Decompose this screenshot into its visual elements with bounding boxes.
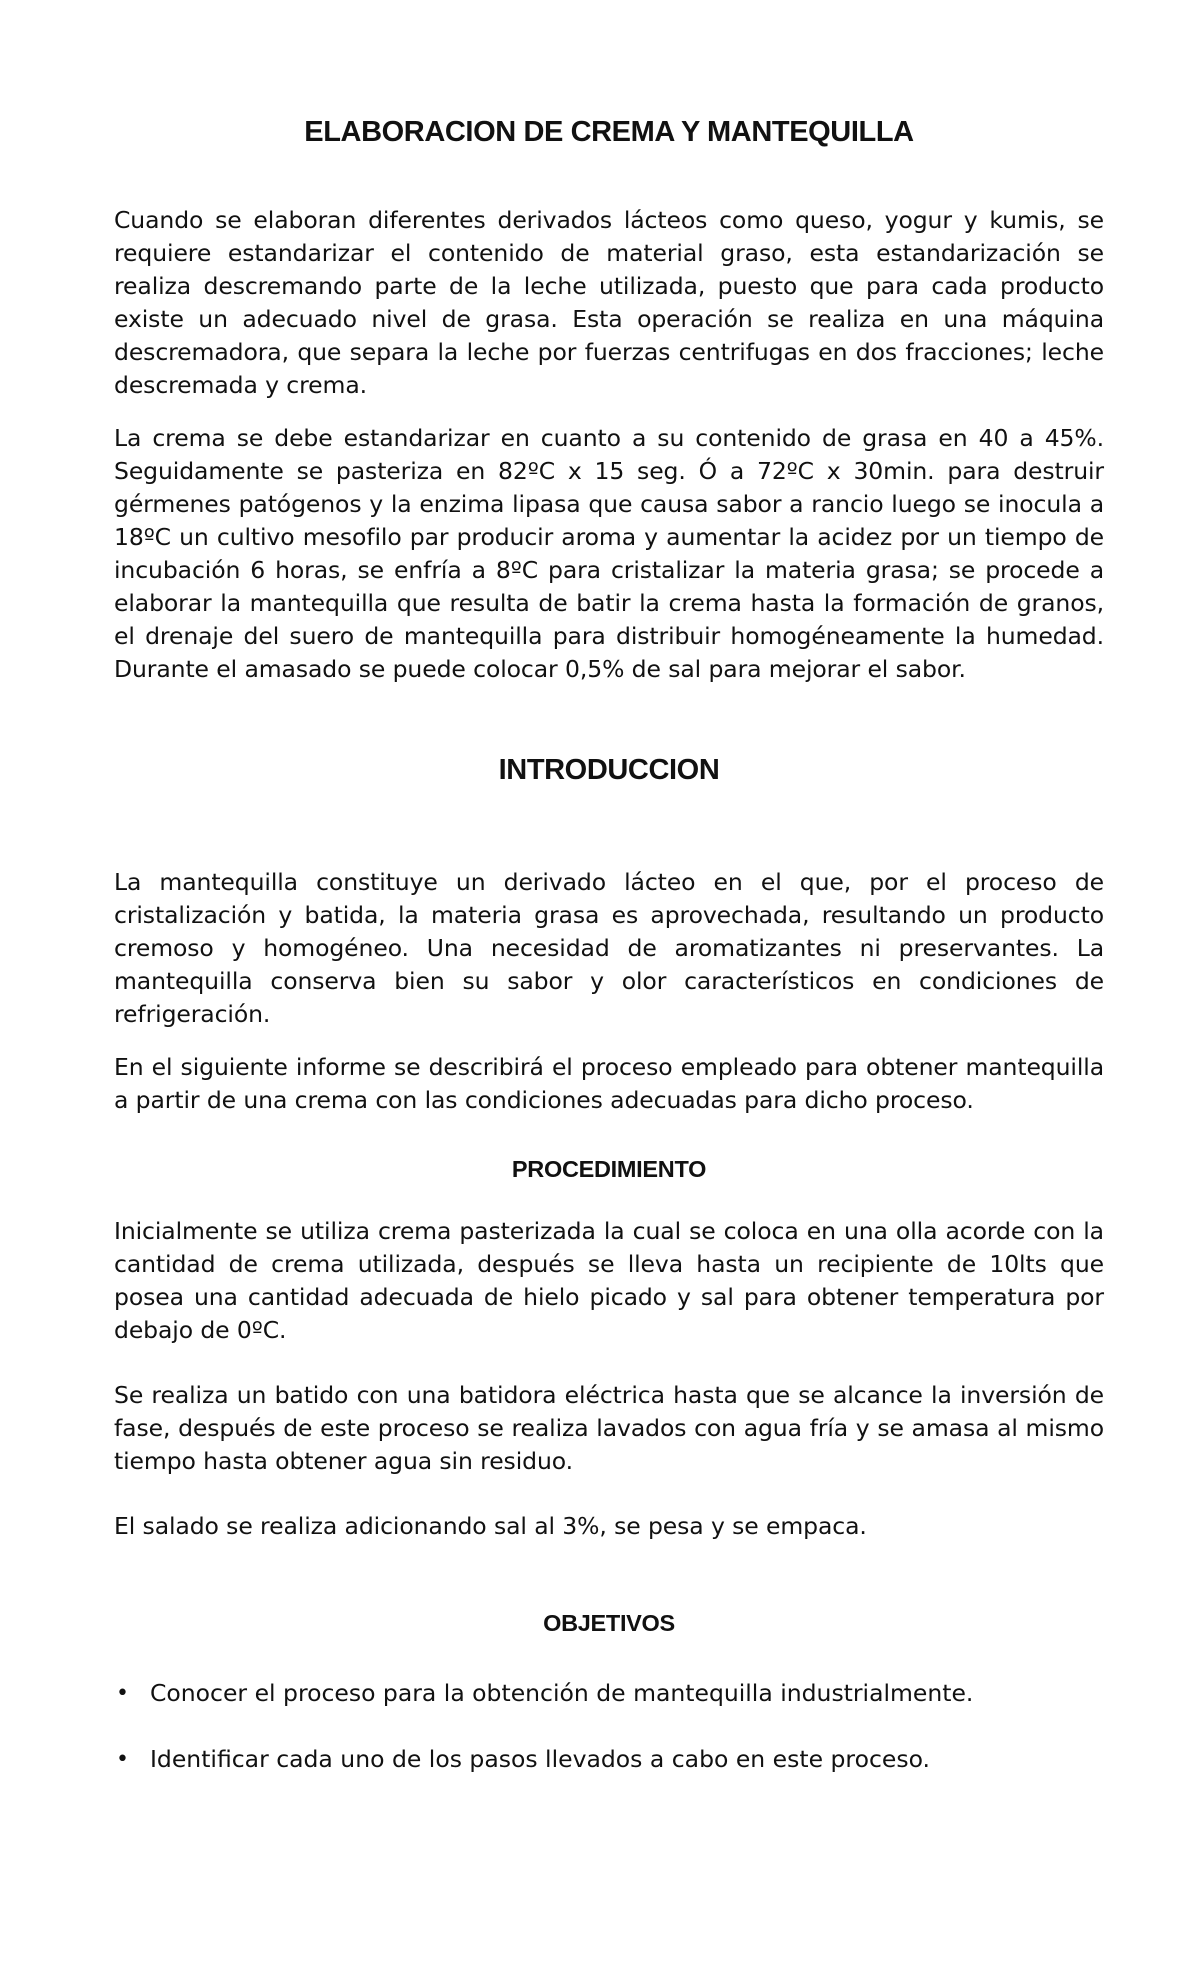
- list-item: [114, 1743, 1104, 1776]
- procedimiento-paragraph-2: Se realiza un batido con una batidora eléctrica hasta que se alcance la inversión de fase, después de este proceso se realiza lavados con agua fría y se amasa al mismo tiempo hasta obtener agua sin residuo.: [114, 1381, 1104, 1475]
- bullet-icon: •: [116, 1747, 129, 1772]
- introduccion-paragraph-2: En el siguiente informe se describirá el proceso empleado para obtener mantequilla a partir de una crema con las condiciones adecuadas para dicho proceso.: [114, 1053, 1104, 1114]
- list-item: [114, 1677, 1104, 1710]
- introduccion-heading: INTRODUCCION: [498, 754, 720, 786]
- procedimiento-paragraph-1: Inicialmente se utiliza crema pasterizada la cual se coloca en una olla acorde con la cantidad de crema utilizada, después se lleva hasta un recipiente de 10lts que posea una cantidad adecuada de hielo picado y sal para obtener temperatura por debajo de 0ºC.: [114, 1217, 1104, 1344]
- paragraph-spacer: [114, 1031, 1104, 1051]
- document-title: ELABORACION DE CREMA Y MANTEQUILLA: [304, 116, 914, 148]
- objetivos-heading: OBJETIVOS: [543, 1610, 675, 1636]
- bullet-icon: •: [116, 1681, 129, 1706]
- objective-text: Conocer el proceso para la obtención de mantequilla industrialmente.: [150, 1679, 974, 1707]
- procedimiento-heading: PROCEDIMIENTO: [511, 1156, 707, 1182]
- objetivos-list: [114, 1677, 1104, 1776]
- introduccion-paragraph-1: La mantequilla constituye un derivado lácteo en el que, por el proceso de cristalización y batida, la materia grasa es aprovechada, resultando un producto cremoso y homogéneo. Una necesidad de aromatizantes ni preservantes. La mantequilla conserva bien su sabor y olor característicos en condiciones de refrigeración.: [114, 868, 1104, 1028]
- intro-paragraph-1: Cuando se elaboran diferentes derivados lácteos como queso, yogur y kumis, se requiere estandarizar el contenido de material graso, esta estandarización se realiza descremando parte de la leche utilizada, puesto que para cada producto existe un adecuado nivel de grasa. Esta operación se realiza en una máquina descremadora, que separa la leche por fuerzas centrifugas en dos fracciones; leche descremada y crema.: [114, 206, 1104, 399]
- paragraph-spacer: [114, 402, 1104, 422]
- intro-paragraph-2: La crema se debe estandarizar en cuanto a su contenido de grasa en 40 a 45%. Seguidamente se pasteriza en 82ºC x 15 seg. Ó a 72ºC x 30min. para destruir gérmenes patógenos y la enzima lipasa que causa sabor a rancio luego se inocula a 18ºC un cultivo mesofilo par producir aroma y aumentar la acidez por un tiempo de incubación 6 horas, se enfría a 8ºC para cristalizar la materia grasa; se procede a elaborar la mantequilla que resulta de batir la crema hasta la formación de granos, el drenaje del suero de mantequilla para distribuir homogéneamente la humedad. Durante el amasado se puede colocar 0,5% de sal para mejorar el sabor.: [114, 424, 1104, 683]
- procedimiento-paragraph-3: El salado se realiza adicionando sal al 3%, se pesa y se empaca.: [114, 1512, 867, 1540]
- paragraph-spacer: [114, 1478, 1104, 1510]
- objective-text: Identificar cada uno de los pasos llevados a cabo en este proceso.: [150, 1745, 931, 1773]
- paragraph-spacer: [114, 1347, 1104, 1379]
